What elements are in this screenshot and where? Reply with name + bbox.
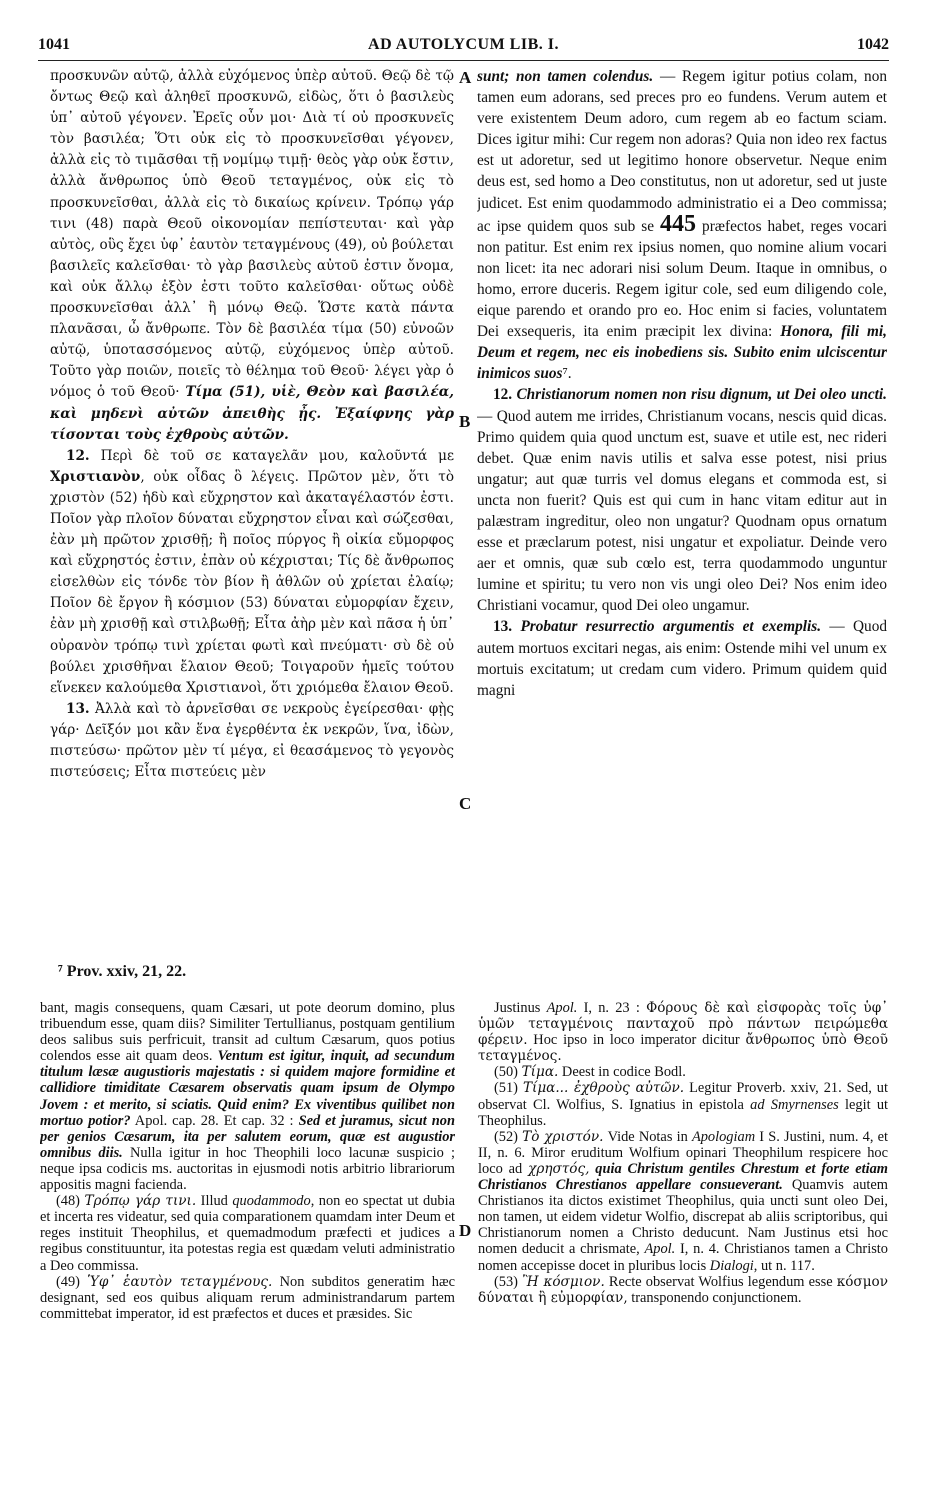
greek-section-13: 13. Ἀλλὰ καὶ τὸ ἀρνεῖσθαι σε νεκροὺς ἐγείρεσθαι· φῂς γάρ· Δεῖξόν μοι κἂν ἕνα ἐγερθέντα ἐκ νεκρῶν, ἵνα, ἰδὼν, πιστεύσω· πρῶτον μὲν τί μέγα, εἰ θεασάμενος τὸ γεγονὸς πιστεύσεις; Εἶτα πιστεύεις μὲν [50, 700, 454, 781]
greek-paragraph-1: προσκυνῶν αὐτῷ, ἀλλὰ εὐχόμενος ὑπὲρ αὐτοῦ. Θεῷ δὲ τῷ ὄντως Θεῷ καὶ ἀληθεῖ προσκυνῶ, εἰδὼς, ὅτι ὁ βασιλεὺς ὑπ᾽ αὐτοῦ γέγονεν. Ἐρεῖς οὖν μοι· Διὰ τί οὐ προσκυνεῖς τὸν βασιλέα; Ὅτι οὐκ εἰς τὸ προσκυνεῖσθαι γέγονεν, ἀλλὰ εἰς τὸ τιμᾶσθαι τῇ νομίμῳ τιμῇ· θεὸς γὰρ οὐκ ἔστιν, ἀλλὰ ἄνθρωπος ὑπὸ Θεοῦ τεταγμένος, οὐκ εἰς τὸ προσκυνεῖσθαι, ἀλλὰ εἰς τὸ δικαίως κρίνειν. Τρόπῳ γάρ τινι (48) παρὰ Θεοῦ οἰκονομίαν πεπίστευται· καὶ γὰρ αὐτὸς, οὓς ἔχει ὑφ᾽ ἑαυτὸν τεταγμένους (49), οὐ βούλεται βασιλεῖς καλεῖσθαι· τὸ γὰρ βασιλεὺς αὐτοῦ ἐστιν ὄνομα, καὶ οὐκ ἄλλῳ ἐξὸν ἐστι τοῦτο καλεῖσθαι· οὕτως οὐδὲ προσκυνεῖσθαι ἀλλ᾽ ἢ μόνῳ Θεῷ. Ὥστε κατὰ πάντα πλανᾶσαι, ὦ ἄνθρωπε. Τὸν δὲ βασιλέα τίμα (50) εὐνοῶν αὐτῷ, ὑποτασσόμενος αὐτῷ, εὐχόμενος ὑπὲρ αὐτοῦ. Τοῦτο γὰρ ποιῶν, ποιεῖς τὸ θέλημα τοῦ Θεοῦ· λέγει γὰρ ὁ νόμος ὁ τοῦ Θεοῦ· Τίμα (51), υἱὲ, Θεὸν καὶ βασιλέα, καὶ μηδενὶ αὐτῶν ἀπειθὴς ᾖς. Ἐξαίφνης γὰρ τίσονται τοὺς ἐχθροὺς αὐτῶν. [50, 68, 454, 443]
running-title: AD AUTOLYCUM LIB. I. [368, 36, 559, 53]
note-48: (48) Τρόπῳ γάρ τινι. Illud quodammodo, non eo spectat ut dubia et incerta res videatur, sed quia comparationem quamdam inter Deum et reges instituit Theophilus, et quemadmodum præfecti et judices a regibus constituuntur, ita potestas regia est quædam veluti administratio a Deo commissa. [40, 1193, 455, 1274]
section-number: 12. [493, 386, 513, 404]
latin-scripture-quote: Honora, fili mi, Deum et regem, nec eis inobediens sis. Subito enim ulciscentur inimicos suos [477, 323, 887, 383]
scripture-footnote: ⁷ Prov. xxiv, 21, 22. [58, 963, 187, 980]
running-header [38, 36, 889, 56]
column-marker-number: 445 [660, 210, 697, 237]
note-continuation-justin: Justinus Apol. I, n. 23 : Φόρους δὲ καὶ εἰσφορὰς τοῖς ὑφ᾽ ὑμῶν τεταγμένοις πανταχοῦ πρὸ πάντων πειρώμεθα φέρειν. Hoc ipso in loco imperator dicitur ἄνθρωπος ὑπὸ Θεοῦ τεταγμένος. [478, 1000, 888, 1065]
page-number-left: 1041 [38, 36, 70, 53]
latin-text-column [477, 66, 887, 948]
margin-letter-a: A [459, 68, 472, 87]
page-number-right: 1042 [857, 36, 889, 53]
notes-left-column [40, 1000, 455, 1488]
header-rule [38, 60, 889, 61]
section-title: Probatur resurrectio argumentis et exemplis. [520, 618, 822, 636]
margin-letter-b: B [459, 412, 471, 431]
section-number: 13. [493, 618, 513, 636]
latin-paragraph-1: sunt; non tamen colendus. — Regem igitur potius colam, non tamen eum adorans, sed preces pro eo fundens. Verum autem et vere existentem Deum adoro, cum regem ab eo factum sciam. Dices igitur mihi: Cur regem non adoras? Quia non ideo rex factus est ut adoretur, sed ut legitimo honore observetur. Neque enim deus est, sed homo a Deo constitutus, non ut adoretur, sed ut juste judicet. Est enim quodammodo administratio ei a Deo commissa; ac ipse quidem quos sub se 445 præfectos habet, reges vocari non patitur. Est enim rex ipsius nomen, quo nomine alium vocari non licet: ita nec adorari nisi solum Deum. Itaque in omnibus, o homo, errore duceris. Regem igitur cole, sed eum diligendo cole, eique parendo et orando pro eo. Hoc enim si facies, voluntatem Dei exsequeris, ita enim præcipit lex divina: Honora, fili mi, Deum et regem, nec eis inobediens sis. Subito enim ulciscentur inimicos suos⁷. [477, 68, 887, 383]
greek-text-column [50, 66, 454, 948]
latin-section-12: 12. Christianorum nomen non risu dignum, ut Dei oleo uncti. — Quod autem me irrides, Christianum vocans, nescis quid dicas. Primo quidem quia quod unctum est, suave et utile est, nec rideri debet. Quæ enim navis utilis et salva esse potest, nisi prius ungatur; aut quæ turris vel domus elegans et commoda est, si uncta non fuerit? Quis est qui cum in hanc vitam editur aut in palæstram ingreditur, oleo non ungatur? Quodnam opus ornatum esse et præclarum potest, nisi ungatur et expoliatur. Deinde vero aer et omnis, quæ sub cœlo est, terra quodammodo unguntur lumine et spiritu; tu vero non vis ungi oleo Dei? Nos enim ideo Christiani vocamur, quod Dei oleo ungamur. [477, 386, 887, 615]
note-49: (49) Ὑφ᾽ ἑαυτὸν τεταγμένους. Non subditos generatim hæc designant, sed eos quibus aliquam rerum administrandarum partem committebat imperator, id est præfectos et duces et præsides. Sic [40, 1273, 455, 1322]
greek-scripture-quote: Τίμα (51), υἱὲ, Θεὸν καὶ βασιλέα, καὶ μηδενὶ αὐτῶν ἀπειθὴς ᾖς. Ἐξαίφνης γὰρ τίσονται τοὺς ἐχθροὺς αὐτῶν. [50, 384, 454, 443]
latin-section-13: 13. Probatur resurrectio argumentis et exemplis. — Quod autem mortuos excitari negas, ais enim: Ostende mihi vel unum ex mortuis excitatum; ut credam cum videro. Primum quidem quid magni [477, 618, 887, 699]
note-50: (50) Τίμα. Deest in codice Bodl. [494, 1064, 686, 1081]
section-number: 12. [66, 447, 90, 464]
greek-section-12: 12. Περὶ δὲ τοῦ σε καταγελᾶν μου, καλοῦντά με Χριστιανὸν, οὐκ οἶδας ὃ λέγεις. Πρῶτον μὲν, ὅτι τὸ χριστὸν (52) ἡδὺ καὶ εὔχρηστον καὶ ἀκαταγέλαστόν ἐστι. Ποῖον γὰρ πλοῖον δύναται εὔχρηστον εἶναι καὶ σώζεσθαι, ἐὰν μὴ πρῶτον χρισθῇ; ἢ ποῖος πύργος ἢ οἰκία εὔμορφος καὶ εὔχρηστός ἐστιν, ἐπὰν οὐ κέχρισται; Τίς δὲ ἄνθρωπος εἰσελθὼν εἰς τόνδε τὸν βίον ἢ ἀθλῶν οὐ χρίεται ἐλαίῳ; Ποῖον δὲ ἔργον ἢ κόσμιον (53) δύναται εὐμορφίαν ἔχειν, ἐὰν μὴ χρισθῇ καὶ στιλβωθῇ; Εἶτα ἀὴρ μὲν καὶ πᾶσα ἡ ὑπ᾽ οὐρανὸν τρόπῳ τινὶ χρίεται φωτὶ καὶ πνεύματι· σὺ δὲ οὐ βούλει χρισθῆναι ἔλαιον Θεοῦ; Τοιγαροῦν ἡμεῖς τούτου εἵνεκεν καλούμεθα Χριστιανοὶ, ὅτι χριόμεθα ἔλαιον Θεοῦ. [50, 447, 454, 696]
section-title: Christianorum nomen non risu dignum, ut Dei oleo uncti. [516, 386, 887, 404]
section-number: 13. [66, 700, 90, 717]
note-53: (53) Ἢ κόσμιον. Recte observat Wolfius legendum esse κόσμον δύναται ἢ εὐμορφίαν, transponendo conjunctionem. [478, 1273, 888, 1306]
footnote-ref: ⁷. [562, 365, 572, 383]
margin-letter-d: D [459, 1221, 472, 1240]
note-continuation: bant, magis consequens, quam Cæsari, ut pote deorum domino, plus tribuendum esse, quam diis? Similiter Tertullianus, postquam gentilium deos salibus suis perfricuit, transit ad cultum Cæsarum, quos potius colendos esse ait quam deos. Ventum est igitur, inquit, ad secundum titulum læsæ augustioris majestatis : si quidem majore formidine et callidiore timiditate Cæsarem observatis quam ipsum de Olympo Jovem : et merito, si sciatis. Quid enim? Ex viventibus quilibet non mortuo potior? Apol. cap. 28. Et cap. 32 : Sed et juramus, sicut non per genios Cæsarum, ita per salutem eorum, quæ est augustior omnibus diis. Nulla igitur in hoc Theophili loco lacunæ suspicio ; neque ipsa codicis ms. auctoritas in ejusmodi notis arbitrio librariorum appositis magni facienda. [40, 1000, 455, 1194]
margin-letter-c: C [459, 794, 472, 813]
notes-right-column [478, 1000, 888, 1488]
note-51: (51) Τίμα... ἐχθροὺς αὐτῶν. Legitur Proverb. xxiv, 21. Sed, ut observat Cl. Wolfius, S. Ignatius in epistola ad Smyrnenses legit ut Theophilus. [478, 1080, 888, 1129]
note-52: (52) Τὸ χριστόν. Vide Notas in Apologiam I S. Justini, num. 4, et II, n. 6. Miror eruditum Wolfium opinari Theophilum respicere hoc loco ad χρηστός, quia Christum gentiles Chrestum et forte etiam Christianos Chrestianos appellare consueverant. Quamvis autem Christianos ita dictos existimet Theophilus, quia uncti sunt oleo Dei, non tamen, ut eidem videtur Wolfio, discrepat ab aliis scriptoribus, qui Christianorum nomen a Christo deducunt. Nam Justinus etsi hoc nomen deducit a chrismate, Apol. I, n. 4. Christianos tamen a Christo nomen accepisse docet in pluribus locis Dialogi, ut n. 117. [478, 1128, 888, 1274]
